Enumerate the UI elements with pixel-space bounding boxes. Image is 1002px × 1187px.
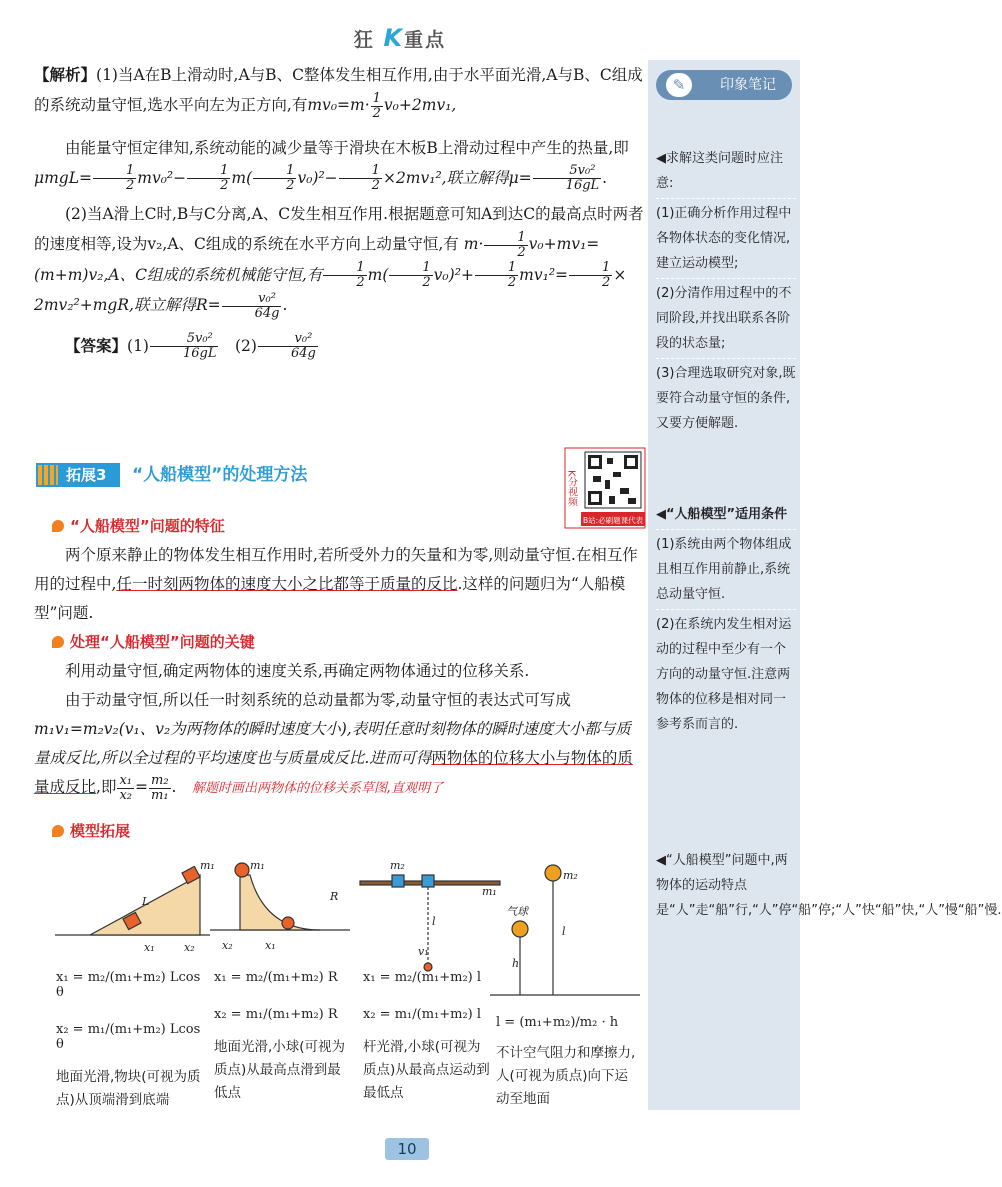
model-2: x₁ = m₂/(m₁+m₂) R x₂ = m₁/(m₁+m₂) R 地面光滑,小球(可视为质点)从最高点滑到最低点 xyxy=(214,970,346,1101)
section-title: “人船模型”的处理方法 xyxy=(132,465,308,485)
svg-text:v₁: v₁ xyxy=(418,945,429,958)
svg-text:m₁: m₁ xyxy=(250,859,265,872)
svg-text:m₁: m₁ xyxy=(482,885,497,898)
svg-text:x₁: x₁ xyxy=(144,941,155,954)
svg-text:m₂: m₂ xyxy=(563,869,578,882)
handwritten-note: 解题时画出两物体的位移关系草图,直观明了 xyxy=(191,781,444,796)
svg-text:L: L xyxy=(142,895,150,908)
brand-header: 狂 K重点 xyxy=(353,24,447,52)
model-1: x₁ = m₂/(m₁+m₂) Lcos θ x₂ = m₁/(m₁+m₂) Lcos θ 地面光滑,物块(可视为质点)从顶端滑到底端 xyxy=(56,970,201,1108)
sidebar-notes xyxy=(648,60,1002,1110)
svg-text:l: l xyxy=(562,925,566,938)
svg-text:x₂: x₂ xyxy=(222,939,233,952)
svg-text:m₁: m₁ xyxy=(200,859,215,872)
frac-half: $\frac{1}{2}$ xyxy=(372,90,381,121)
analysis-p3: (2)当A滑上C时,B与C分离,A、C发生相互作用.根据题意可知A到达C的最高点时两者的速度相等,设为v₂,A、C组成的系统在水平方向上动量守恒,有 m· $\frac{1}{2}$ v₀+mv₁=(m+m)v₂,A、C组成的系统机械能守恒,有 $\frac{1}{2}$ m( $\frac{1}{2}$ v₀)²+ $\frac{1}{2}$ mv₁²= $\frac{1}{2}$ × 2mv₂²+mgR,联立解得R= $\frac{\text{v₀²}}{64g}$ . xyxy=(34,205,644,321)
analysis-p1: 【解析】(1)当A在B上滑动时,A与B、C整体发生相互作用,由于水平面光滑,A与B、C组成的系统动量守恒,选水平向左为正方向,有mv₀=m· $\frac{1}{2}$ v₀+2mv₁, xyxy=(34,65,643,121)
analysis-p2: 由能量守恒定律知,系统动能的减少量等于滑块在木板B上滑动过程中产生的热量,即μmgL= $\frac{1}{2}$ mv₀²− $\frac{1}{2}$ m( $\frac{1}{2}$ v₀)²− $\frac{1}{2}$ ×2mv₁²,联立解得μ= $\frac{\text{5v₀²}}{16gL}$ . xyxy=(34,138,629,193)
svg-text:x₂: x₂ xyxy=(184,941,195,954)
svg-text:m₂: m₂ xyxy=(390,859,405,872)
model-3: x₁ = m₂/(m₁+m₂) l x₂ = m₁/(m₁+m₂) l 杆光滑,小球(可视为质点)从最高点运动到最低点 xyxy=(363,970,490,1101)
sidebar-notes-2: ◀“人船模型”适用条件 (1)系统由两个物体组成且相互作用前静止,系统总动量守恒. (2)在系统内发生相对运动的过程中至少有一个方向的动量守恒.注意两物体的位移是相对同一参考系而言的. xyxy=(656,502,796,737)
heading-features: “人船模型”问题的特征 xyxy=(34,512,644,541)
sidebar-notes-1: ◀求解这类问题时应注意: (1)正确分析作用过程中各物体状态的变化情况,建立运动模型; (2)分清作用过程中的不同阶段,并找出联系各阶段的状态量; (3)合理选取研究对象,既要符合动量守恒的条件,又要方便解题. xyxy=(656,151,796,431)
svg-text:h: h xyxy=(512,957,520,970)
page-number: 10 xyxy=(385,1138,429,1160)
sidebar-notes-3: ◀“人船模型”问题中,两物体的运动特点是“人”走“船”行,“人”停“船”停;“人”快“船”快,“人”慢“船”慢. xyxy=(656,853,1002,918)
svg-text:l: l xyxy=(432,915,436,928)
heading-key: 处理“人船模型”问题的关键 xyxy=(34,628,644,657)
heading-models: 模型拓展 xyxy=(34,817,644,846)
section-bar xyxy=(36,460,676,490)
answer-line: 【答案】(1) $\frac{\text{5v₀²}}{16gL}$ (2) $\frac{\text{v₀²}}{64g}$ xyxy=(65,331,316,361)
model-4: l = (m₁+m₂)/m₂ · h 不计空气阻力和摩擦力,人(可视为质点)向下运动至地面 xyxy=(496,1015,636,1107)
analysis-block xyxy=(34,60,644,361)
sidebar-title: ✎ 印象笔记 xyxy=(656,70,792,100)
elephant-icon: ✎ xyxy=(666,73,692,97)
qr-bottom-label: B站:必刷题课代表 xyxy=(583,516,644,525)
svg-text:气球: 气球 xyxy=(506,905,528,918)
section-tag: 拓展3 xyxy=(36,463,120,487)
section-body: “人船模型”问题的特征 两个原来静止的物体发生相互作用时,若所受外力的矢量和为零,则动量守恒.在相互作用的过程中,任一时刻两物体的速度大小之比都等于质量的反比.这样的问题归为“人船模型”问题. 处理“人船模型”问题的关键 利用动量守恒,确定两物体的速度关系,再确定两物体通过的位移关系. 由于动量守恒,所以任一时刻系统的总动量都为零,动量守恒的表达式可写成 m₁v₁=m₂v₂(v₁、v₂为两物体的瞬时速度大小),表明任意时刻物体的瞬时速度大小都与质量成反比,所以全过程的平均速度也与质量成反比.进而可得两物体的位移大小与物体的质量成反比,即 $\frac{\text{x₁}}{\text{x₂}}$ = $\frac{\text{m₂}}{\text{m₁}}$ . 解题时画出两物体的位移关系草图,直观明了 模型拓展 xyxy=(34,512,644,846)
svg-text:x₁: x₁ xyxy=(265,939,276,952)
svg-text:R: R xyxy=(330,890,339,903)
qr-side-label: K分视频 xyxy=(565,470,577,507)
